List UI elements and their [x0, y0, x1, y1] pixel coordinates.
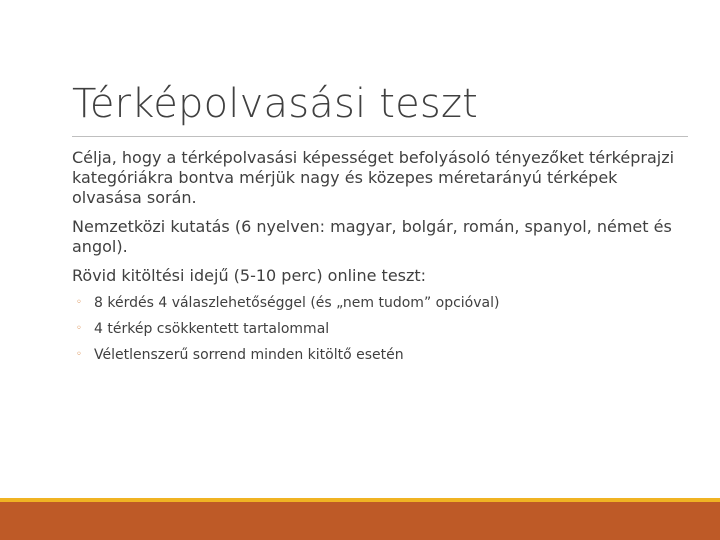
bullet-circle-icon: ◦ — [76, 297, 82, 308]
paragraph-international-research: Nemzetközi kutatás (6 nyelven: magyar, bolgár, román, spanyol, német és angol). — [72, 217, 672, 256]
sub-bullet-list — [72, 294, 682, 364]
footer-bar — [0, 502, 720, 540]
bullet-circle-icon: ◦ — [76, 323, 82, 334]
title-divider — [72, 136, 688, 137]
sub-bullet-item — [76, 294, 682, 312]
paragraph-online-test: Rövid kitöltési idejű (5-10 perc) online teszt: — [72, 266, 427, 285]
sub-bullet-text: Véletlenszerű sorrend minden kitöltő esetén — [94, 347, 404, 363]
sub-bullet-item — [76, 346, 682, 364]
paragraph-purpose: Célja, hogy a térképolvasási képességet befolyásoló tényezőket térképrajzi kategóriákra bontva mérjük nagy és közepes méretarányú térképek olvasása során. — [72, 148, 675, 207]
slide-body — [72, 148, 682, 372]
sub-bullet-text: 8 kérdés 4 válaszlehetőséggel (és „nem tudom” opcióval) — [94, 295, 500, 311]
slide-title: Térképolvasási teszt — [72, 81, 479, 127]
bullet-circle-icon: ◦ — [76, 349, 82, 360]
sub-bullet-item — [76, 320, 682, 338]
sub-bullet-text: 4 térkép csökkentett tartalommal — [94, 321, 330, 337]
